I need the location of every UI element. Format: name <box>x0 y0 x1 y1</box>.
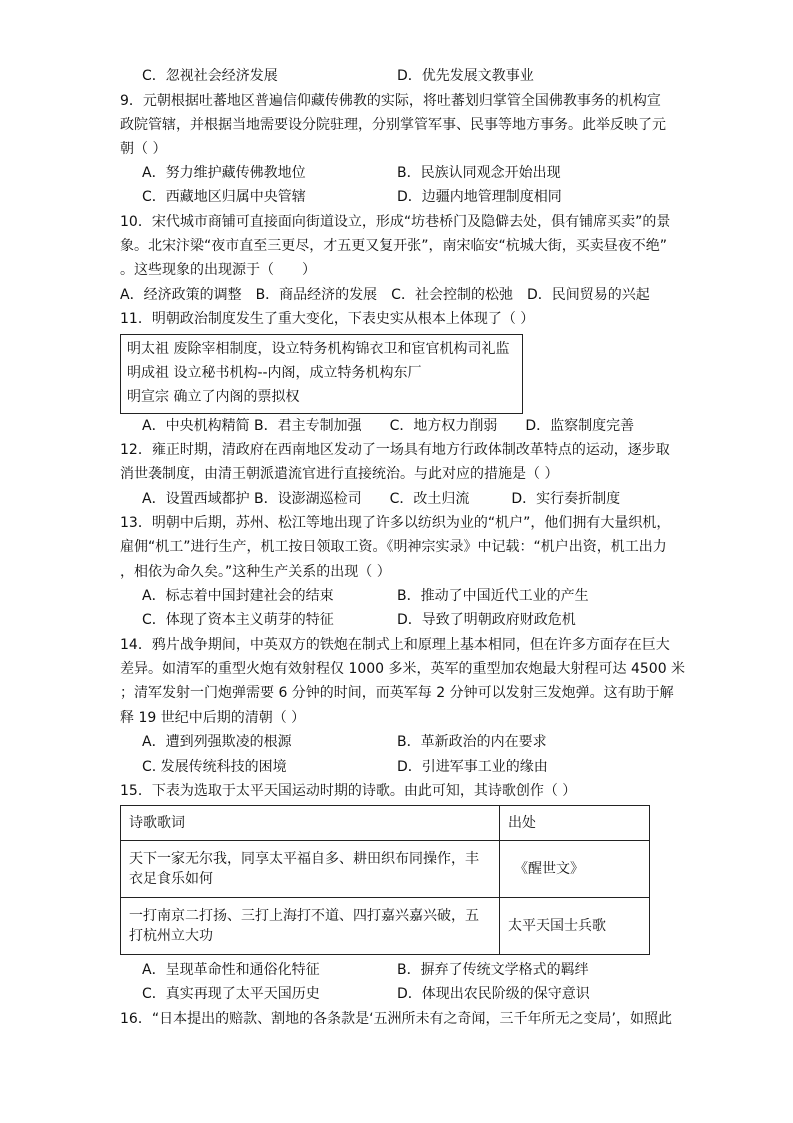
row2-lyrics-line1: 一打南京二打扬、三打上海打不道、四打嘉兴嘉兴破，五 <box>129 908 479 924</box>
row2-source: 太平天国士兵歌 <box>500 898 650 955</box>
q11-box-line2: 明成祖 设立秘书机构--内阁，成立特务机构东厂 <box>127 365 422 381</box>
q9-option-d: D．边疆内地管理制度相同 <box>397 189 562 205</box>
q9-stem-line2: 政院管辖，并根据当地需要设分院驻理，分别掌管军事、民事等地方事务。此举反映了元 <box>120 117 666 133</box>
q9-stem-line3: 朝（ ） <box>120 141 167 157</box>
q14-stem-line1: 14．鸦片战争期间，中英双方的铁炮在制式上和原理上基本相同，但在许多方面存在巨大 <box>120 637 670 653</box>
q14-option-a: A．遭到列强欺凌的根源 <box>142 734 292 750</box>
table-row <box>121 898 650 955</box>
q11-box-line1: 明太祖 废除宰相制度，设立特务机构锦衣卫和宦官机构司礼监 <box>127 341 510 357</box>
q12-stem-line1: 12．雍正时期，清政府在西南地区发动了一场具有地方行政体制改革特点的运动，逐步取 <box>120 442 670 458</box>
q15-poem-table <box>120 805 650 955</box>
table-row <box>121 841 650 898</box>
q8-option-c: C．忽视社会经济发展 <box>142 68 278 84</box>
q14-stem-line2: 差异。如清军的重型火炮有效射程仅 1000 多米，英军的重型加农炮最大射程可达 4500 米 <box>120 661 686 677</box>
row2-lyrics <box>121 898 500 955</box>
q13-option-b: B．推动了中国近代工业的产生 <box>397 588 589 604</box>
q10-stem-line1: 10．宋代城市商铺可直接面向街道设立，形成“坊巷桥门及隐僻去处，俱有铺席买卖”的景 <box>120 214 671 230</box>
q14-option-b: B．革新政治的内在要求 <box>397 734 547 750</box>
table-header-row <box>121 806 650 841</box>
q13-option-d: D．导致了明朝政府财政危机 <box>397 612 576 628</box>
row1-source: 《醒世文》 <box>500 841 650 898</box>
q12-options: A．设置西域都护 B．设澎湖巡检司 C．改土归流 D．实行奏折制度 <box>142 491 621 507</box>
row2-lyrics-line2: 打杭州立大功 <box>129 928 213 944</box>
q10-stem-line2: 象。北宋汴梁“夜市直至三更尽，才五更又复开张”，南宋临安“杭城大街，买卖昼夜不绝” <box>120 238 668 254</box>
row1-lyrics-line2: 衣足食乐如何 <box>129 871 213 887</box>
q14-option-c: C. 发展传统科技的困境 <box>142 759 287 775</box>
q13-stem-line1: 13．明朝中后期，苏州、松江等地出现了许多以纺织为业的“机户”，他们拥有大量织机， <box>120 515 671 531</box>
q9-option-a: A．努力维护藏传佛教地位 <box>142 165 306 181</box>
q10-options: A．经济政策的调整 B．商品经济的发展 C．社会控制的松弛 D．民间贸易的兴起 <box>120 287 650 303</box>
q13-stem-line3: ，相依为命久矣。”这种生产关系的出现（ ） <box>120 564 391 580</box>
q15-stem: 15．下表为选取于太平天国运动时期的诗歌。由此可知，其诗歌创作（ ） <box>120 783 577 799</box>
q15-option-b: B．摒弃了传统文学格式的羁绊 <box>397 962 589 978</box>
q9-stem-line1: 9．元朝根据吐蕃地区普遍信仰藏传佛教的实际，将吐蕃划归掌管全国佛教事务的机构宣 <box>120 93 661 109</box>
q11-box-line3: 明宣宗 确立了内阁的票拟权 <box>127 389 300 405</box>
q16-stem-line1: 16．“日本提出的赔款、割地的各条款是‘五洲所未有之奇闻，三千年所无之变局’，如照此 <box>120 1011 672 1027</box>
q15-option-c: C．真实再现了太平天国历史 <box>142 986 320 1002</box>
q14-stem-line3: ；清军发射一门炮弹需要 6 分钟的时间，而英军每 2 分钟可以发射三发炮弹。这有助于解 <box>120 685 674 701</box>
q11-stem: 11．明朝政治制度发生了重大变化，下表史实从根本上体现了（ ） <box>120 311 535 327</box>
q14-option-d: D．引进军事工业的缘由 <box>397 759 548 775</box>
q8-option-d: D．优先发展文教事业 <box>397 68 534 84</box>
header-source: 出处 <box>500 806 650 841</box>
q10-stem-line3: 。这些现象的出现源于（ ） <box>120 262 316 278</box>
q11-options: A．中央机构精简 B．君主专制加强 C．地方权力削弱 D．监察制度完善 <box>142 418 635 434</box>
row1-lyrics-line1: 天下一家无尔我，同享太平福自多、耕田织布同操作，丰 <box>129 851 479 867</box>
row1-lyrics <box>121 841 500 898</box>
q13-option-a: A．标志着中国封建社会的结束 <box>142 588 334 604</box>
q11-evidence-box <box>120 334 523 414</box>
q12-stem-line2: 消世袭制度，由清王朝派遣流官进行直接统治。与此对应的措施是（ ） <box>120 466 559 482</box>
q13-stem-line2: 雇佣“机工”进行生产，机工按日领取工资。《明神宗实录》中记载：“机户出资，机工出力 <box>120 539 667 555</box>
q9-option-b: B．民族认同观念开始出现 <box>397 165 561 181</box>
q9-option-c: C．西藏地区归属中央管辖 <box>142 189 306 205</box>
header-lyrics: 诗歌歌词 <box>121 806 500 841</box>
q14-stem-line4: 释 19 世纪中后期的清朝（ ） <box>120 710 306 726</box>
q13-option-c: C．体现了资本主义萌芽的特征 <box>142 612 334 628</box>
q15-option-d: D．体现出农民阶级的保守意识 <box>397 986 590 1002</box>
q15-option-a: A．呈现革命性和通俗化特征 <box>142 962 320 978</box>
